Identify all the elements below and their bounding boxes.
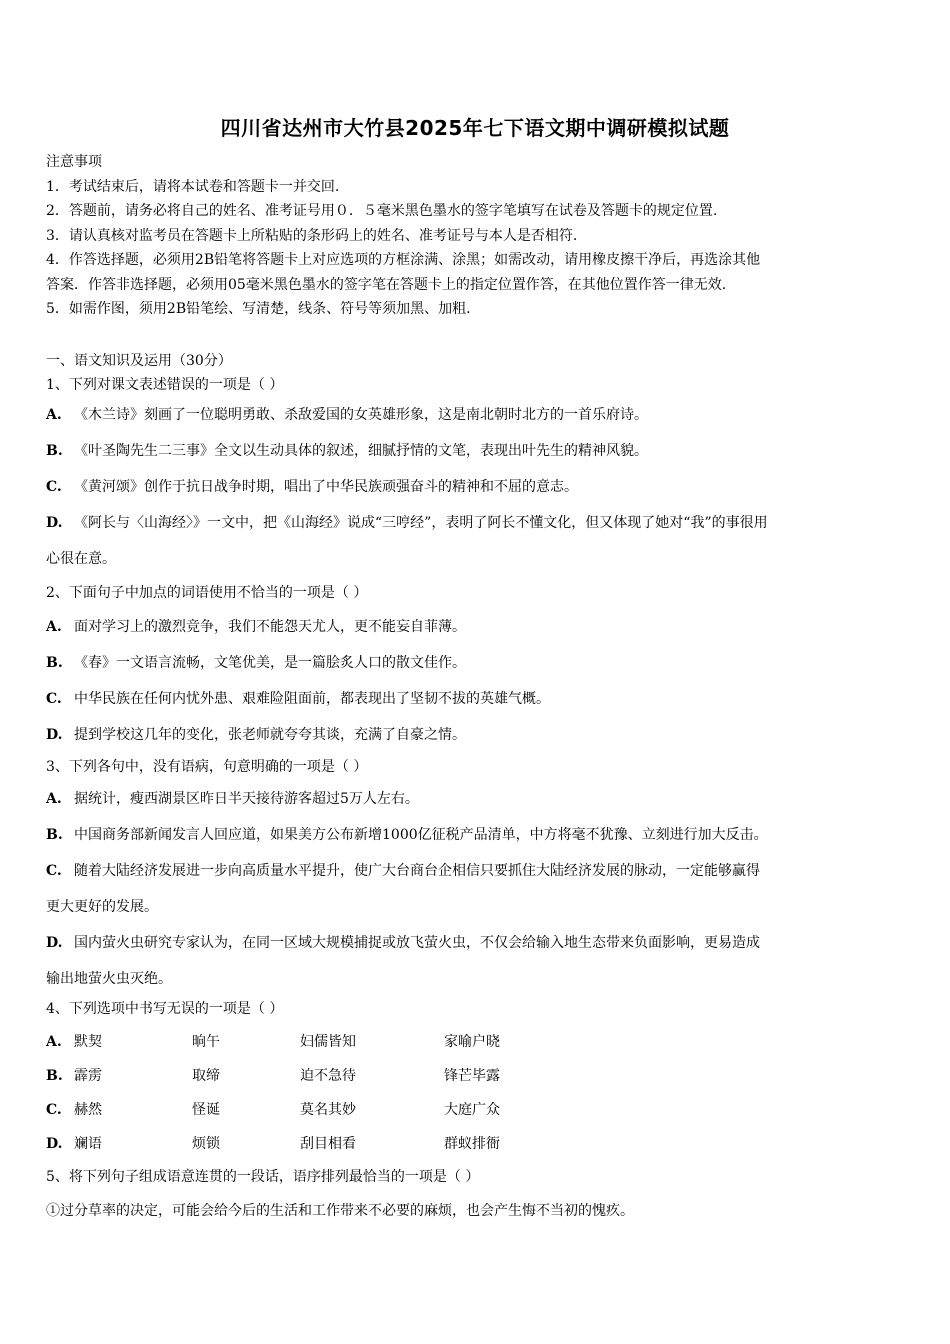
question-options: [46, 609, 916, 753]
word-option-row: [46, 1127, 916, 1161]
notice-item: 4．作答选择题，必须用2B铅笔将答题卡上对应选项的方框涂满、涂黑；如需改动，请用橡皮擦干净后，再选涂其他: [46, 252, 761, 268]
option-label: A.: [46, 619, 62, 635]
question-stem: 4、下列选项中书写无误的一项是（ ）: [46, 1001, 284, 1017]
option-label: B.: [46, 655, 63, 671]
notice-item: 5．如需作图，须用2B铅笔绘、写清楚，线条、符号等须加黑、加粗.: [46, 301, 471, 317]
option-text: 《木兰诗》刻画了一位聪明勇敢、杀敌爱国的女英雄形象，这是南北朝时北方的一首乐府诗。: [74, 407, 648, 423]
word-cell: 刮目相看: [300, 1136, 356, 1152]
question-options: [46, 397, 916, 577]
option-b: [46, 433, 916, 469]
option-text: 国内萤火虫研究专家认为，在同一区域大规模捕捉或放飞萤火虫，不仅会给输入地生态带来负面影响，更易造成: [74, 935, 760, 951]
option-text: 《阿长与〈山海经〉》一文中，把《山海经》说成“三哼经”，表明了阿长不懂文化，但又体现了她对“我”的事很用: [74, 515, 768, 531]
option-c: [46, 681, 916, 717]
word-cell: 迫不急待: [300, 1068, 356, 1084]
word-option-row: [46, 1059, 916, 1093]
option-label: A.: [46, 791, 62, 807]
option-a: [46, 781, 916, 817]
word-cell: 妇儒皆知: [300, 1034, 356, 1050]
question-stem: 5、将下列句子组成语意连贯的一段话，语序排列最恰当的一项是（ ）: [46, 1169, 480, 1185]
option-label: D.: [46, 727, 63, 743]
option-b: [46, 645, 916, 681]
notice-item: 2．答题前，请务必将自己的姓名、准考证号用０．５毫米黑色墨水的签字笔填写在试卷及答题卡的规定位置.: [46, 203, 718, 219]
notice-item: 答案．作答非选择题，必须用05毫米黑色墨水的签字笔在答题卡上的指定位置作答，在其他位置作答一律无效.: [46, 276, 727, 293]
option-text: 中华民族在任何内忧外患、艰难险阻面前，都表现出了坚韧不拔的英雄气概。: [74, 691, 550, 707]
option-label: C.: [46, 691, 62, 707]
option-label: B.: [46, 827, 63, 843]
option-label: C.: [46, 479, 62, 495]
option-b: [46, 817, 916, 853]
option-text: 《春》一文语言流畅，文笔优美，是一篇脍炙人口的散文佳作。: [74, 655, 466, 671]
question-stem: 2、下面句子中加点的词语使用不恰当的一项是（ ）: [46, 585, 368, 601]
word-cell: 莫名其妙: [300, 1102, 356, 1118]
option-c: [46, 469, 916, 505]
option-a: [46, 609, 916, 645]
option-d: [46, 717, 916, 753]
option-label: D.: [46, 1136, 63, 1152]
word-cell: 锋芒毕露: [444, 1068, 500, 1084]
word-cell: 默契: [74, 1034, 102, 1050]
question-options: [46, 781, 916, 997]
option-text: 面对学习上的激烈竞争，我们不能怨天尤人，更不能妄自菲薄。: [74, 619, 466, 635]
option-c: [46, 853, 916, 889]
word-cell: 群蚁排衙: [444, 1136, 500, 1152]
option-a: [46, 397, 916, 433]
option-text: 《黄河颂》创作于抗日战争时期，唱出了中华民族顽强奋斗的精神和不屈的意志。: [74, 479, 578, 495]
notice-item: 1．考试结束后，请将本试卷和答题卡一并交回.: [46, 178, 340, 195]
sentence-item: ①过分草率的决定，可能会给今后的生活和工作带来不必要的麻烦，也会产生悔不当初的愧疚。: [46, 1203, 634, 1219]
option-label: C.: [46, 863, 62, 879]
word-cell: 怪诞: [192, 1102, 220, 1118]
word-cell: 斓语: [74, 1136, 102, 1152]
option-text: 中国商务部新闻发言人回应道，如果美方公布新增1000亿征税产品清单，中方将毫不犹豫、立刻进行加大反击。: [74, 827, 768, 843]
word-option-grid: [46, 1025, 916, 1161]
notice-item: 3．请认真核对监考员在答题卡上所粘贴的条形码上的姓名、准考证号与本人是否相符.: [46, 227, 578, 244]
option-label: B.: [46, 1068, 63, 1084]
option-label: A.: [46, 1034, 62, 1050]
word-cell: 家喻户晓: [444, 1034, 500, 1050]
option-text: 提到学校这几年的变化，张老师就夸夸其谈，充满了自豪之情。: [74, 727, 466, 743]
option-label: B.: [46, 443, 63, 459]
word-cell: 霹雳: [74, 1068, 102, 1084]
option-d: [46, 505, 916, 541]
word-cell: 取缔: [192, 1068, 220, 1084]
word-cell: 烦锁: [192, 1136, 220, 1152]
word-cell: 大庭广众: [444, 1102, 500, 1118]
option-text: 据统计，瘦西湖景区昨日半天接待游客超过5万人左右。: [74, 791, 419, 807]
notice-heading: 注意事项: [46, 154, 102, 170]
section-heading: 一、语文知识及运用（30分）: [46, 353, 232, 369]
option-d: [46, 925, 916, 961]
word-cell: 晌午: [192, 1034, 220, 1050]
option-d-continued: 输出地萤火虫灭绝。: [46, 971, 172, 987]
questions-area: [46, 349, 916, 1223]
option-label: D.: [46, 935, 63, 951]
option-label: A.: [46, 407, 62, 423]
option-text: 《叶圣陶先生二三事》全文以生动具体的叙述，细腻抒情的文笔，表现出叶先生的精神风貌。: [74, 443, 648, 459]
option-c-continued: 更大更好的发展。: [46, 899, 158, 915]
option-text: 随着大陆经济发展进一步向高质量水平提升，使广大台商台企相信只要抓住大陆经济发展的脉动，一定能够赢得: [74, 863, 760, 879]
notice-block: [46, 150, 916, 322]
option-label: D.: [46, 515, 63, 531]
question-stem: 3、下列各句中，没有语病，句意明确的一项是（ ）: [46, 759, 368, 775]
word-option-row: [46, 1093, 916, 1127]
word-cell: 赫然: [74, 1102, 102, 1118]
option-d-continued: 心很在意。: [46, 551, 116, 567]
question-stem: 1、下列对课文表述错误的一项是（ ）: [46, 377, 284, 393]
page-title: 四川省达州市大竹县2025年七下语文期中调研模拟试题: [220, 116, 730, 140]
word-option-row: [46, 1025, 916, 1059]
option-label: C.: [46, 1102, 62, 1118]
